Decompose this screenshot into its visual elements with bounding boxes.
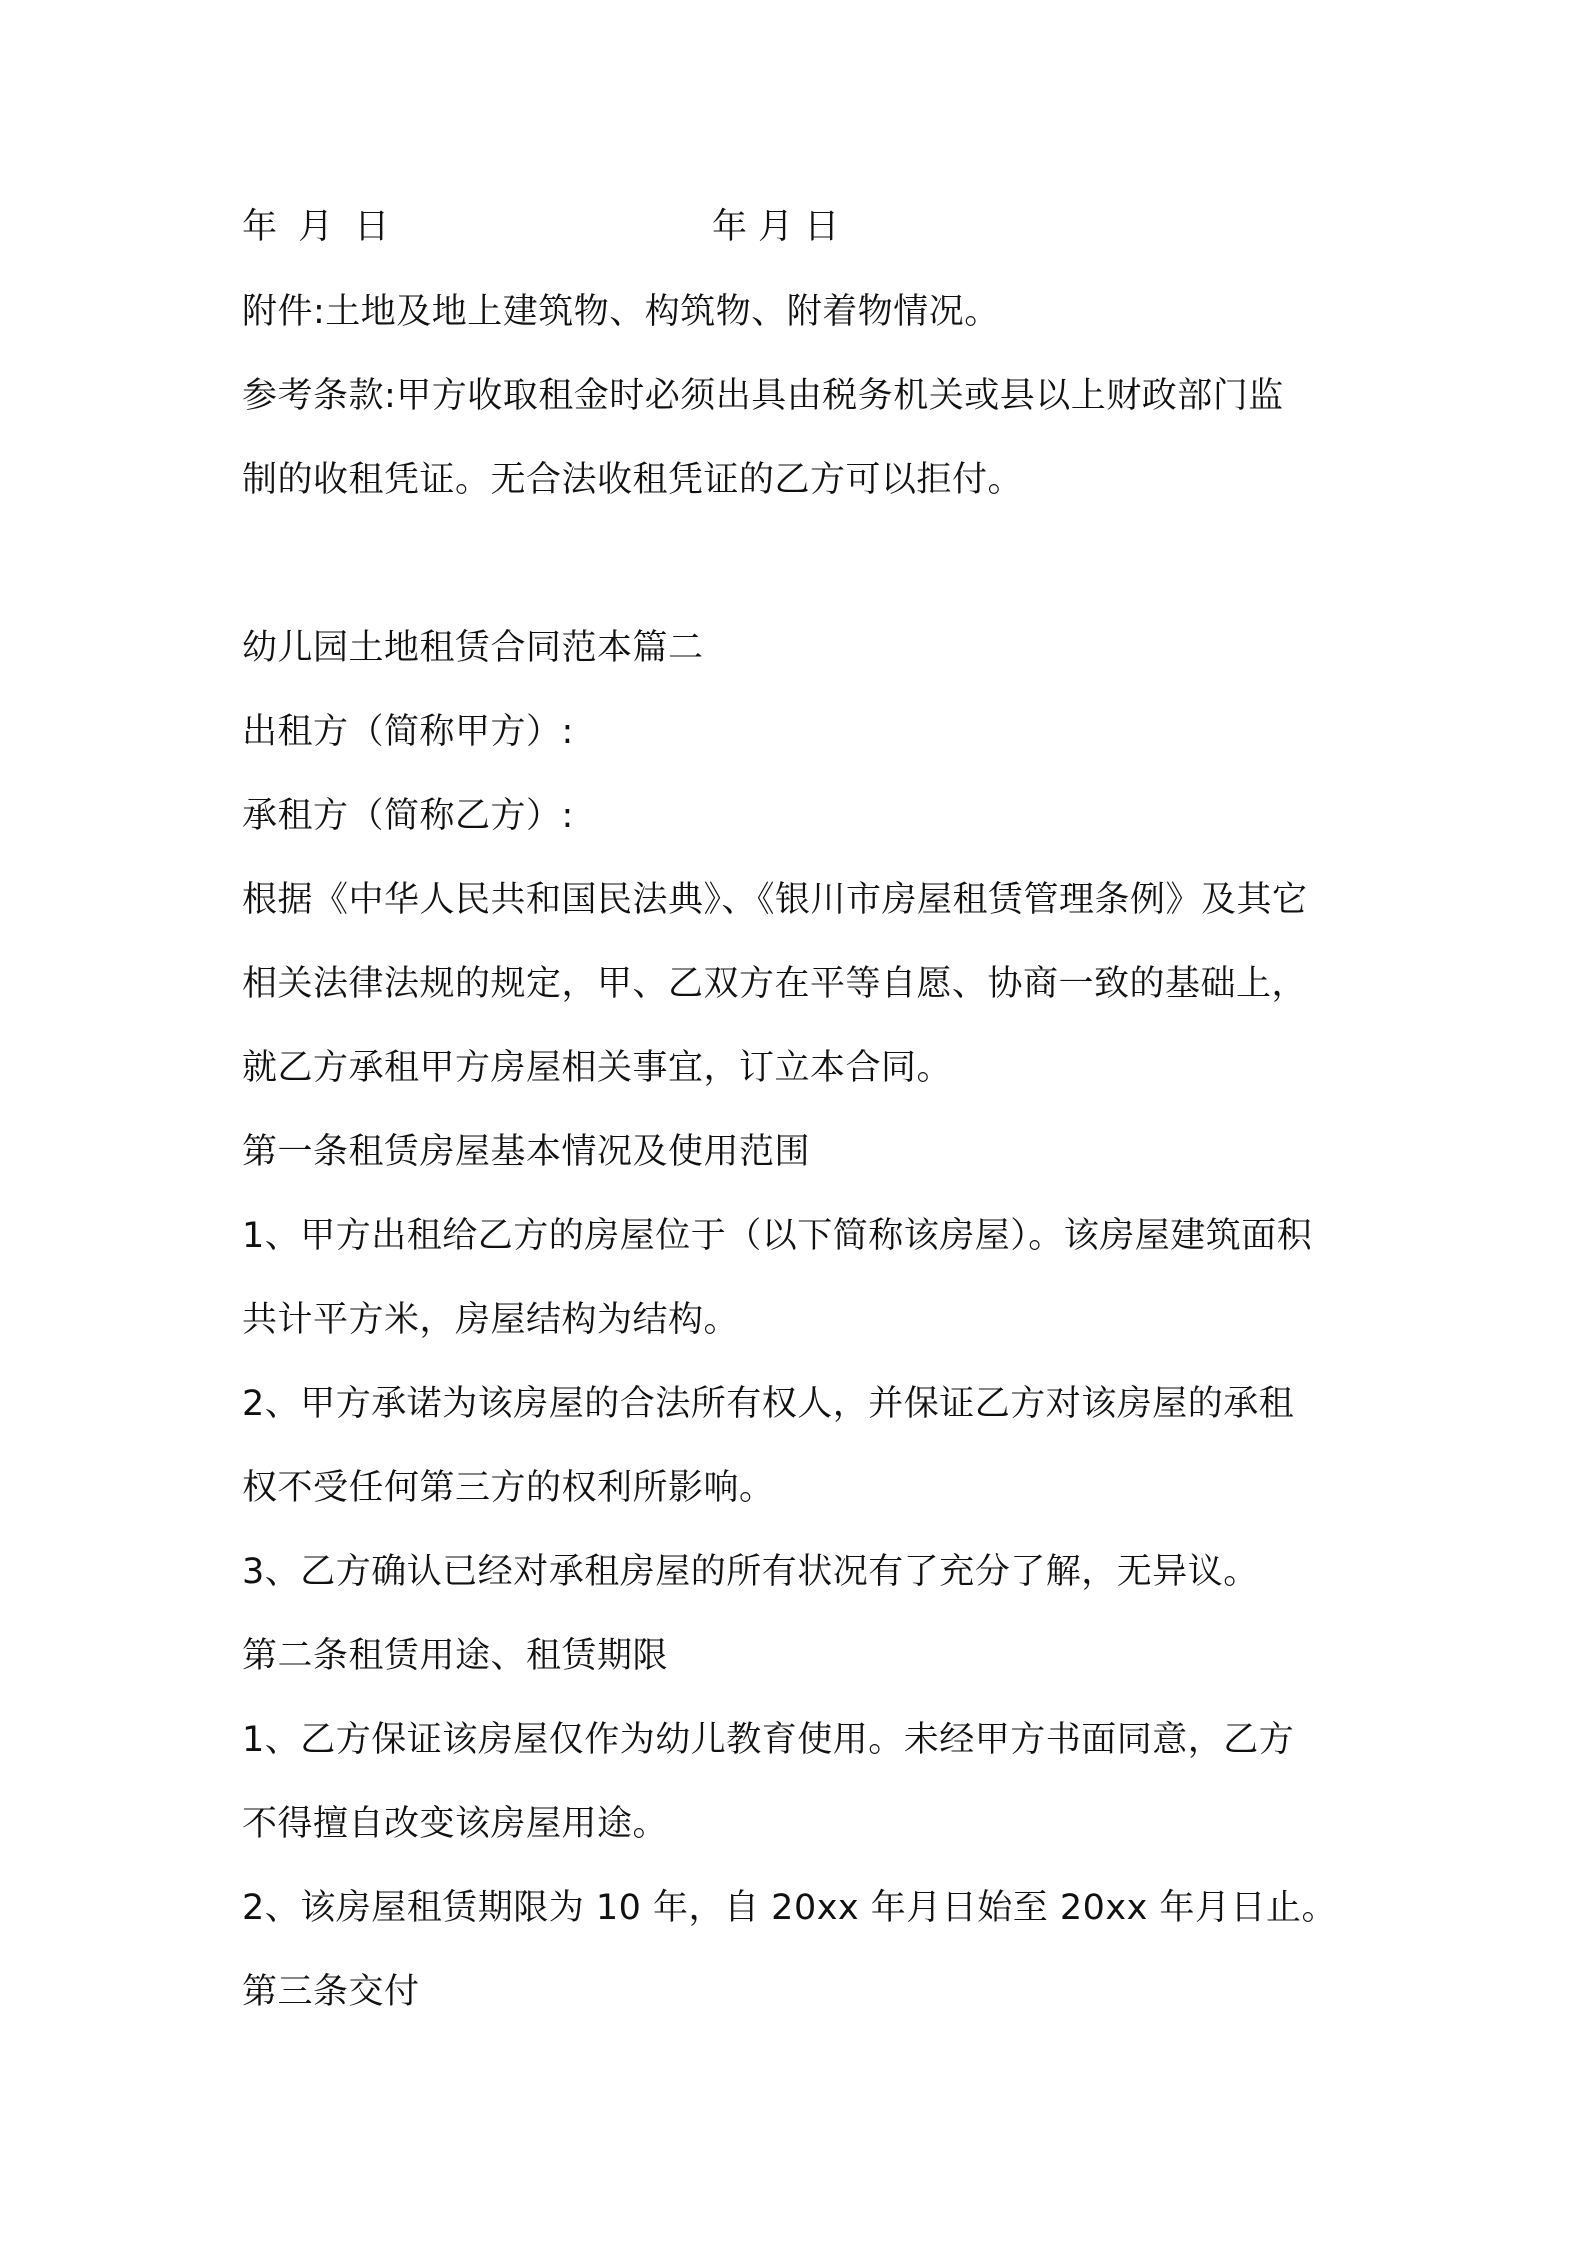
date-right: 年 月 日: [712, 207, 840, 247]
article-1-item-2-line-2: 权不受任何第三方的权利所影响。: [242, 1468, 775, 1508]
article-1-item-2-line-1: 2、甲方承诺为该房屋的合法所有权人，并保证乙方对该房屋的承租: [242, 1384, 1295, 1424]
reference-clause-line-1: 参考条款:甲方收取租金时必须出具由税务机关或县以上财政部门监: [242, 376, 1284, 416]
section-title: 幼儿园土地租赁合同范本篇二: [242, 628, 704, 668]
date-left: 年 月 日: [242, 207, 390, 247]
article-3-title: 第三条交付: [242, 1972, 420, 2012]
article-1-title: 第一条租赁房屋基本情况及使用范围: [242, 1132, 811, 1172]
lessor-line: 出租方（简称甲方）:: [242, 712, 574, 752]
basis-line-3: 就乙方承租甲方房屋相关事宜，订立本合同。: [242, 1048, 953, 1088]
article-2-title: 第二条租赁用途、租赁期限: [242, 1636, 669, 1676]
attachment-line: 附件:土地及地上建筑物、构筑物、附着物情况。: [242, 292, 1000, 332]
basis-line-1: 根据《中华人民共和国民法典》、《银川市房屋租赁管理条例》及其它: [242, 880, 1308, 920]
article-1-item-3: 3、乙方确认已经对承租房屋的所有状况有了充分了解，无异议。: [242, 1552, 1259, 1592]
article-2-item-2: 2、该房屋租赁期限为 10 年，自 20xx 年月日始至 20xx 年月日止。: [242, 1888, 1337, 1928]
article-1-item-1-line-1: 1、甲方出租给乙方的房屋位于（以下简称该房屋）。该房屋建筑面积: [242, 1216, 1313, 1256]
reference-clause-line-2: 制的收租凭证。无合法收租凭证的乙方可以拒付。: [242, 460, 1024, 500]
article-2-item-1-line-2: 不得擅自改变该房屋用途。: [242, 1804, 669, 1844]
lessee-line: 承租方（简称乙方）:: [242, 796, 574, 836]
basis-line-2: 相关法律法规的规定，甲、乙双方在平等自愿、协商一致的基础上，: [242, 964, 1308, 1004]
article-2-item-1-line-1: 1、乙方保证该房屋仅作为幼儿教育使用。未经甲方书面同意，乙方: [242, 1720, 1295, 1760]
article-1-item-1-line-2: 共计平方米，房屋结构为结构。: [242, 1300, 740, 1340]
